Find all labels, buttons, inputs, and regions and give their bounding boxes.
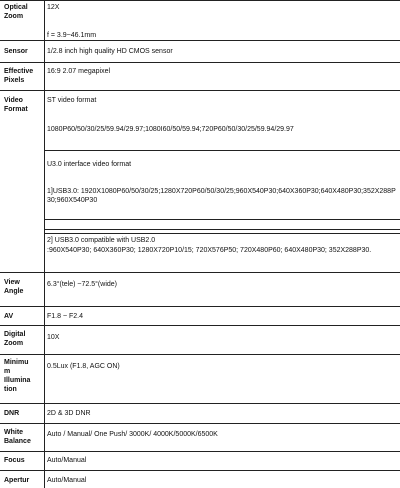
value-usb2-list: :960X540P30; 640X360P30; 1280X720P10/15; 720X576P50; 720X480P60; 640X480P30; 352X288P30. <box>47 247 372 254</box>
label-dnr: DNR <box>4 410 20 417</box>
row-divider <box>0 272 400 273</box>
label-aperture: Apertur <box>4 477 30 484</box>
value-minimum-illumination: 0.5Lux (F1.8, AGC ON) <box>47 363 120 370</box>
row-divider <box>0 423 400 424</box>
label-minimum-illumination: Minimu m Illumina tion <box>4 359 31 393</box>
value-st-title: ST video format <box>47 97 97 104</box>
value-st-list: 1080P60/50/30/25/59.94/29.97;1080I60/50/59.94;720P60/50/30/25/59.94/29.97 <box>47 126 294 133</box>
label-av: AV <box>4 313 14 320</box>
row-divider <box>44 229 400 230</box>
row-divider <box>44 219 400 220</box>
row-divider <box>0 306 400 307</box>
value-white-balance: Auto / Manual/ One Push/ 3000K/ 4000K/5000K/6500K <box>47 431 218 438</box>
value-aperture: Auto/Manual <box>47 477 87 484</box>
row-divider <box>44 233 400 234</box>
value-sensor: 1/2.8 inch high quality HD CMOS sensor <box>47 48 173 55</box>
row-divider <box>0 470 400 471</box>
row-divider <box>0 451 400 452</box>
row-divider <box>0 90 400 91</box>
row-divider <box>0 0 400 1</box>
value-usb2-title: 2] USB3.0 compatible with USB2.0 <box>47 237 156 244</box>
label-optical-zoom: Optical Zoom <box>4 4 28 20</box>
column-divider <box>44 0 45 488</box>
label-focus: Focus <box>4 457 25 464</box>
label-effective-pixels: Effective Pixels <box>4 68 34 84</box>
value-focal-length: f = 3.9~46.1mm <box>47 32 97 39</box>
value-digital-zoom: 10X <box>47 334 60 341</box>
value-usb3-list: 1]USB3.0: 1920X1080P60/50/30/25;1280X720P60/50/30/25;960X540P30;640X360P30;640X480P30;352X288P30;960X540P30 <box>47 188 396 204</box>
row-divider <box>0 354 400 355</box>
value-view-angle: 6.3°(tele) ~72.5°(wide) <box>47 281 117 288</box>
label-video-format: Video Format <box>4 97 28 113</box>
row-divider <box>0 325 400 326</box>
value-focus: Auto/Manual <box>47 457 87 464</box>
label-sensor: Sensor <box>4 48 28 55</box>
label-white-balance: White Balance <box>4 429 31 445</box>
value-u30-title: U3.0 interface video format <box>47 161 132 168</box>
row-divider <box>0 40 400 41</box>
row-divider <box>0 62 400 63</box>
row-divider <box>44 150 400 151</box>
value-optical-zoom: 12X <box>47 4 60 11</box>
label-digital-zoom: Digital Zoom <box>4 331 26 347</box>
row-divider <box>0 403 400 404</box>
value-av: F1.8 ~ F2.4 <box>47 313 83 320</box>
value-effective-pixels: 16:9 2.07 megapixel <box>47 68 111 75</box>
value-dnr: 2D & 3D DNR <box>47 410 91 417</box>
label-view-angle: View Angle <box>4 279 24 295</box>
